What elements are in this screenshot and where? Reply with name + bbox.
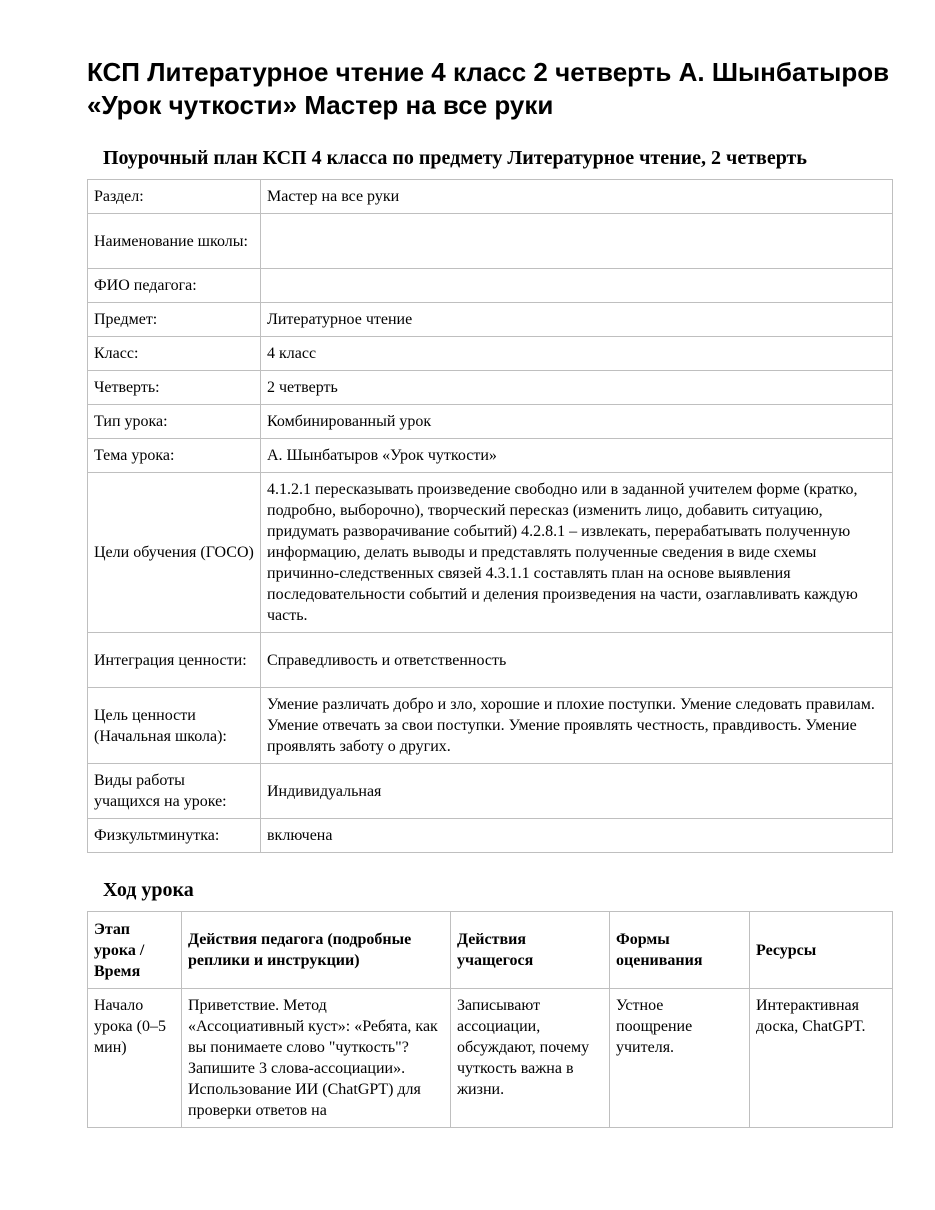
info-value: Умение различать добро и зло, хорошие и плохие поступки. Умение следовать правилам. Умение отвечать за свои поступки. Умение проявлять честность, правдивость. Умение проявлять заботу о других. [261, 688, 893, 764]
info-row-value-integration [88, 633, 893, 688]
info-value [261, 214, 893, 269]
lesson-student: Записывают ассоциации, обсуждают, почему чуткость важна в жизни. [451, 989, 610, 1128]
lesson-teacher: Приветствие. Метод «Ассоциативный куст»: «Ребята, как вы понимаете слово "чуткость"? Запишите 3 слова-ассоциации». Использование ИИ (ChatGPT) для проверки ответов на [182, 989, 451, 1128]
col-teacher-actions: Действия педагога (подробные реплики и инструкции) [182, 912, 451, 989]
info-key: Цель ценности (Начальная школа): [88, 688, 261, 764]
info-key: Класс: [88, 337, 261, 371]
lesson-assessment: Устное поощрение учителя. [610, 989, 750, 1128]
info-value: Мастер на все руки [261, 180, 893, 214]
info-row-quarter [88, 371, 893, 405]
lesson-resources: Интерактивная доска, ChatGPT. [750, 989, 893, 1128]
info-row-school [88, 214, 893, 269]
info-value: включена [261, 819, 893, 853]
col-resources: Ресурсы [750, 912, 893, 989]
lesson-stage: Начало урока (0–5 мин) [88, 989, 182, 1128]
info-key: Тема урока: [88, 439, 261, 473]
info-row-value-goal [88, 688, 893, 764]
info-row-section [88, 180, 893, 214]
info-key: Цели обучения (ГОСО) [88, 473, 261, 633]
info-row-physical-break [88, 819, 893, 853]
info-row-learning-goals [88, 473, 893, 633]
info-key: Физкультминутка: [88, 819, 261, 853]
info-row-lesson-type [88, 405, 893, 439]
info-value: А. Шынбатыров «Урок чуткости» [261, 439, 893, 473]
lesson-header-row [88, 912, 893, 989]
info-row-topic [88, 439, 893, 473]
info-value: Комбинированный урок [261, 405, 893, 439]
info-value [261, 269, 893, 303]
info-row-subject [88, 303, 893, 337]
document-page [87, 56, 893, 1119]
info-key: Виды работы учащихся на уроке: [88, 764, 261, 819]
info-key: Интеграция ценности: [88, 633, 261, 688]
document-title: КСП Литературное чтение 4 класс 2 четверть А. Шынбатыров «Урок чуткости» Мастер на все руки [87, 57, 890, 120]
info-value: Справедливость и ответственность [261, 633, 893, 688]
col-student-actions: Действия учащегося [451, 912, 610, 989]
info-row-work-types [88, 764, 893, 819]
info-value: 2 четверть [261, 371, 893, 405]
lesson-row [88, 989, 893, 1128]
info-key: Четверть: [88, 371, 261, 405]
lesson-heading: Ход урока [103, 879, 194, 901]
plan-heading: Поурочный план КСП 4 класса по предмету Литературное чтение, 2 четверть [103, 147, 807, 169]
info-key: Раздел: [88, 180, 261, 214]
info-value: 4.1.2.1 пересказывать произведение свободно или в заданной учителем форме (кратко, подробно, выборочно), творческий пересказ (изменить лицо, добавить ситуацию, придумать разворачивание событий) 4.2.8.1 – извлекать, перерабатывать полученную информацию, делать выводы и представлять полученные сведения в виде схемы причинно-следственных связей 4.3.1.1 составлять план на основе выявления последовательности событий и деления произведения на части, озаглавливать каждую часть. [261, 473, 893, 633]
info-value: Литературное чтение [261, 303, 893, 337]
info-key: Наименование школы: [88, 214, 261, 269]
lesson-info-table [87, 179, 893, 853]
col-assessment: Формы оценивания [610, 912, 750, 989]
info-key: ФИО педагога: [88, 269, 261, 303]
info-value: 4 класс [261, 337, 893, 371]
lesson-flow-table [87, 911, 893, 1128]
info-value: Индивидуальная [261, 764, 893, 819]
info-row-teacher [88, 269, 893, 303]
col-stage: Этап урока / Время [88, 912, 182, 989]
info-row-grade [88, 337, 893, 371]
info-key: Предмет: [88, 303, 261, 337]
info-key: Тип урока: [88, 405, 261, 439]
